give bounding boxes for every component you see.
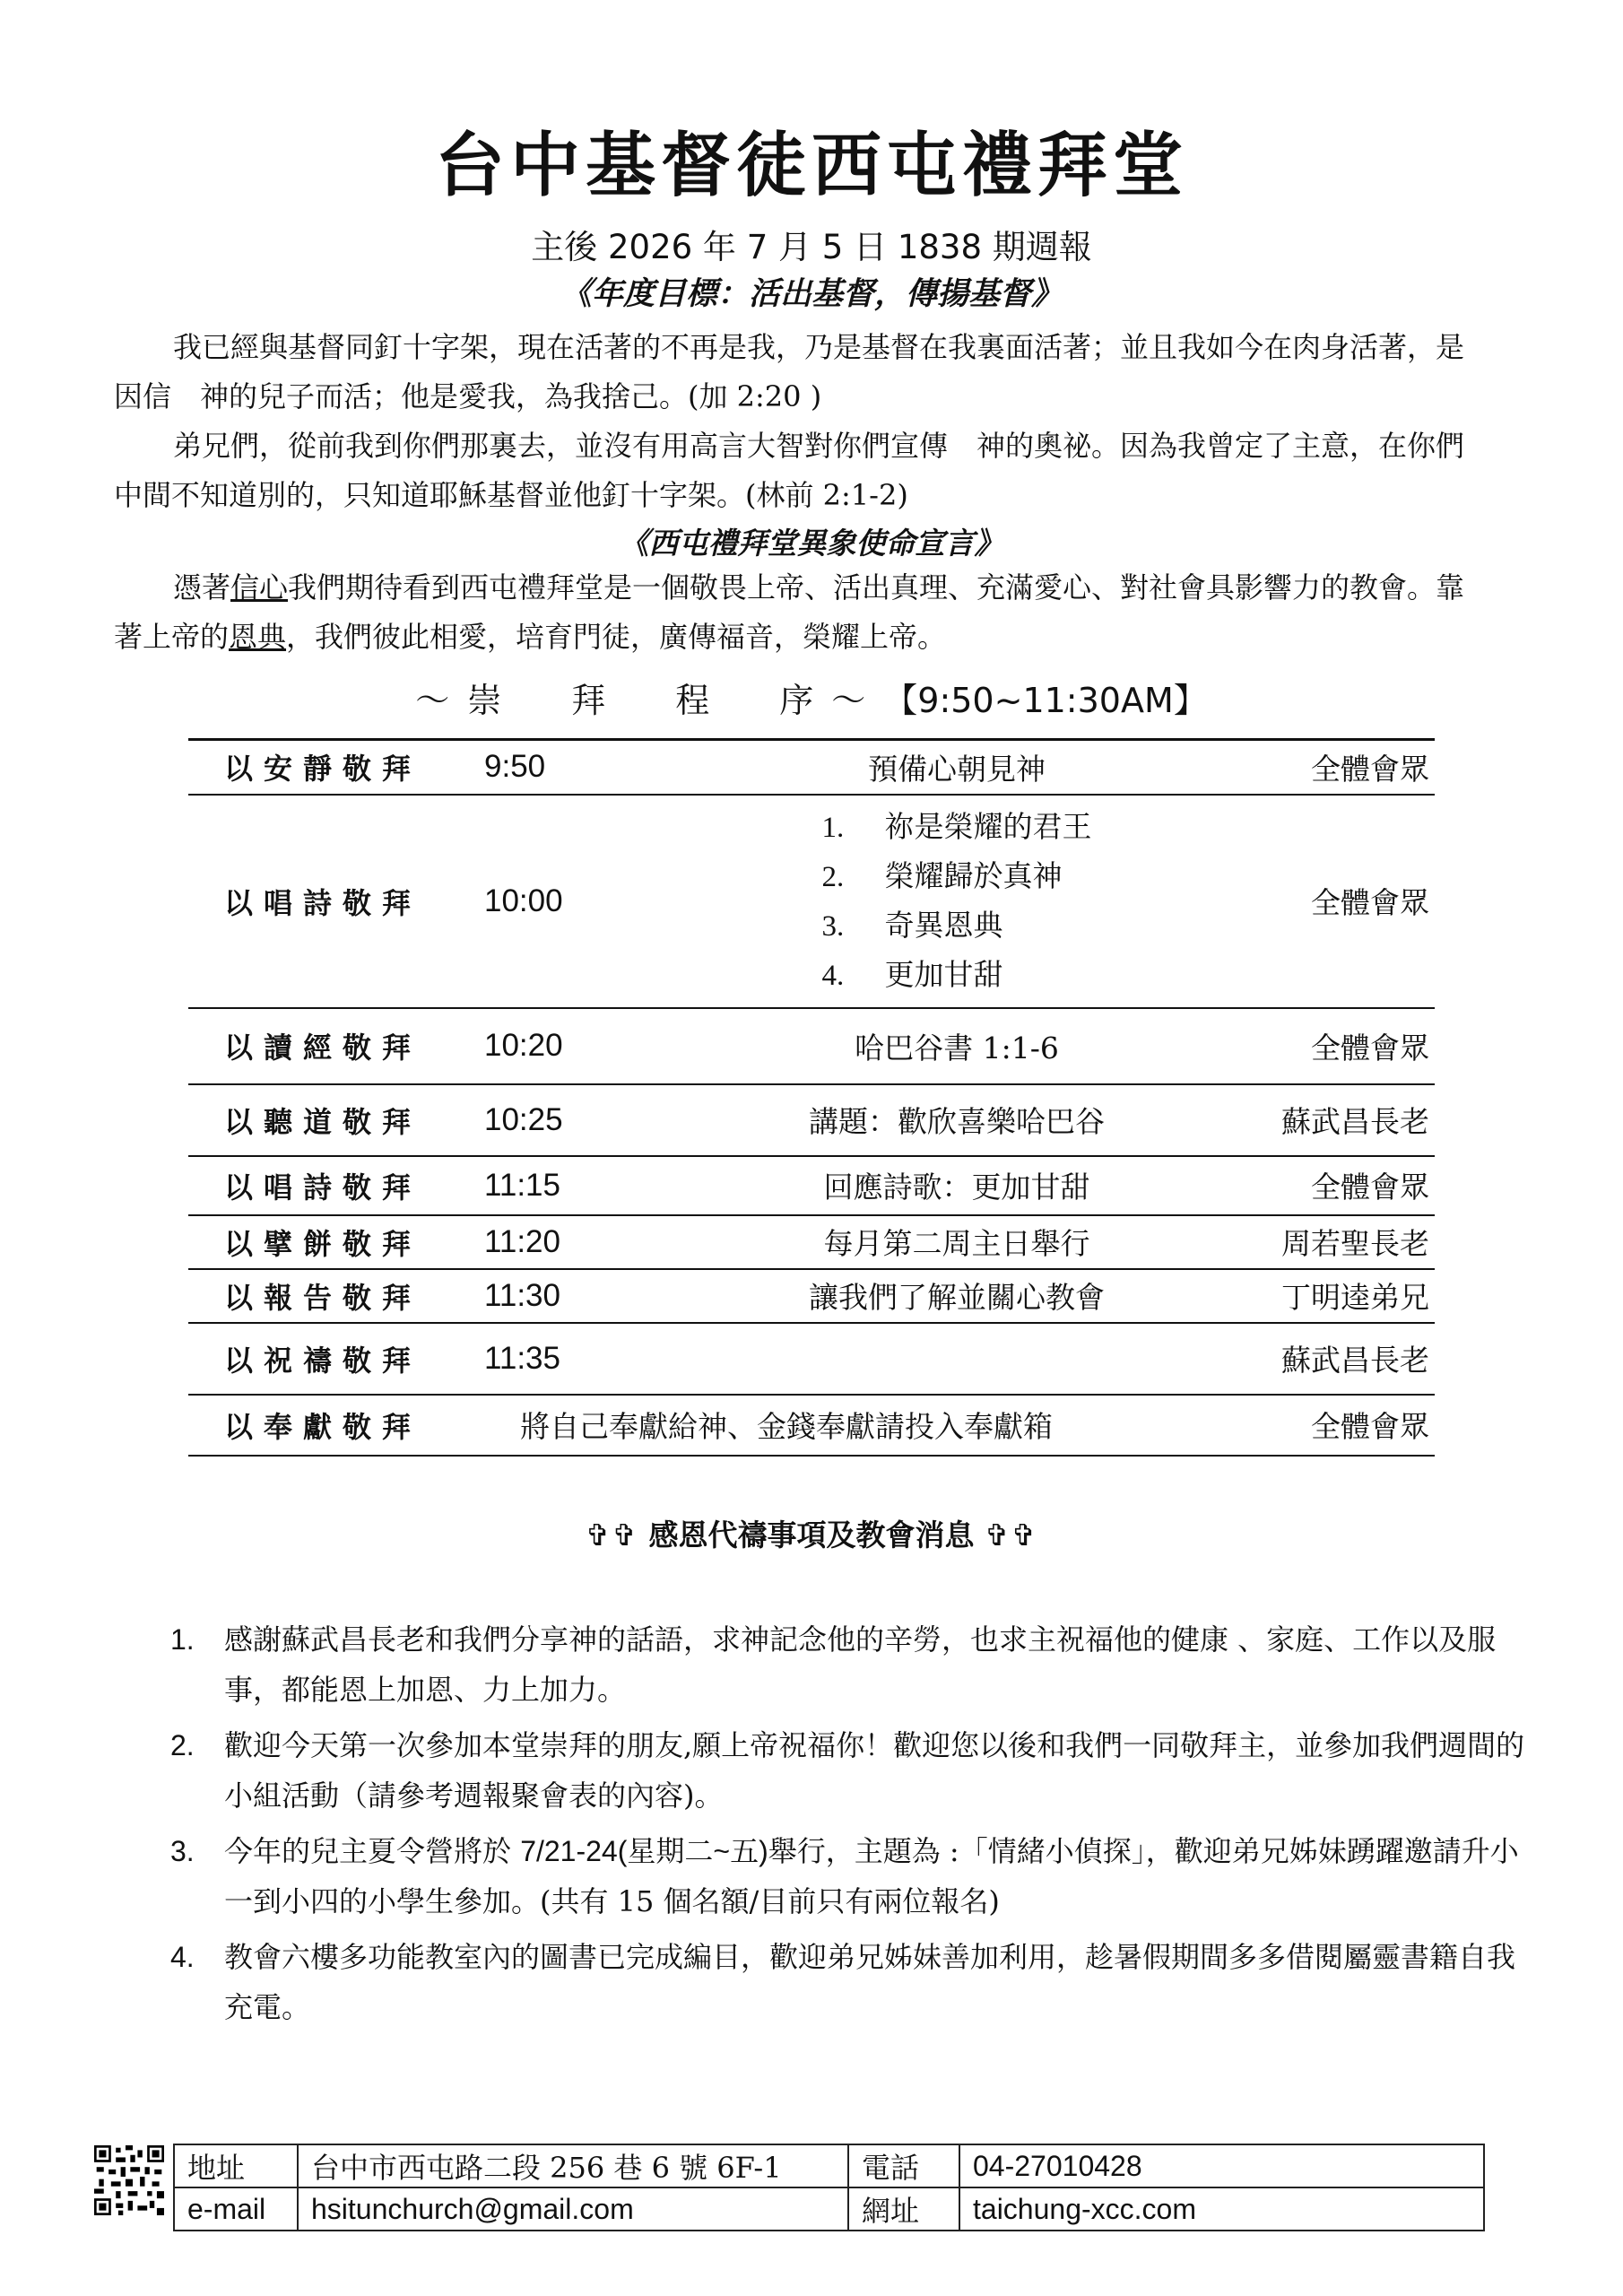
news-list <box>170 1614 1533 2032</box>
qr-code-icon[interactable] <box>94 2145 164 2215</box>
order-row: 以唱詩敬拜 11:15 回應詩歌：更加甘甜 全體會眾 <box>188 1156 1435 1215</box>
order-row: 以奉獻敬拜 將自己奉獻給神、金錢奉獻請投入奉獻箱 全體會眾 <box>188 1395 1435 1456</box>
order-row: 以報告敬拜 11:30 讓我們了解並關心教會 丁明逵弟兄 <box>188 1269 1435 1323</box>
order-row: 以讀經敬拜 10:20 哈巴谷書 1:1-6 全體會眾 <box>188 1008 1435 1084</box>
list-item: 3. 奇異恩典 <box>821 907 1003 943</box>
table-row: e-mail hsitunchurch@gmail.com 網址 taichung-xcc.com <box>174 2187 1484 2231</box>
website-link[interactable]: taichung-xcc.com <box>959 2187 1484 2231</box>
page-title: 台中基督徒西屯禮拜堂 <box>434 126 1188 206</box>
table-row: 地址 台中市西屯路二段 256 巷 6 號 6F-1 電話 04-27010428 <box>174 2144 1484 2187</box>
worship-order-title: ～崇 拜 程 序～【9:50~11:30AM】 <box>415 681 1208 720</box>
address-value: 台中市西屯路二段 256 巷 6 號 6F-1 <box>298 2144 848 2187</box>
scripture-corinthians: 弟兄們，從前我到你們那裏去，並沒有用高言大智對你們宣傳 神的奧祕。因為我曾定了主意，在你們中間不知道別的，只知道耶穌基督並他釘十字架。(林前 2:1-2) <box>114 429 1465 512</box>
list-item: 4. 更加甘甜 <box>821 956 1003 992</box>
grace-word: 恩典 <box>229 620 287 654</box>
list-item: 1. 祢是榮耀的君王 <box>821 808 1092 844</box>
order-row: 以安靜敬拜 9:50 預備心朝見神 全體會眾 <box>188 740 1435 795</box>
issue-line: 主後 2026 年 7 月 5 日 1838 期週報 <box>531 228 1092 266</box>
phone-value: 04-27010428 <box>959 2144 1484 2187</box>
worship-order-table <box>188 738 1435 1457</box>
news-section-title: ✞✞ 感恩代禱事項及教會消息 ✞✞ <box>585 1518 1038 1552</box>
email-link[interactable]: hsitunchurch@gmail.com <box>298 2187 848 2231</box>
cross-icon: ✞✞ <box>585 1518 638 1552</box>
cross-icon: ✞✞ <box>985 1518 1038 1552</box>
order-row: 以擘餅敬拜 11:20 每月第二周主日舉行 周若聖長老 <box>188 1215 1435 1269</box>
list-item: 3. 今年的兒主夏令營將於 7/21-24(星期二~五)舉行，主題為 :「情緒小偵探」，歡迎弟兄姊妹踴躍邀請升小一到小四的小學生參加。(共有 15 個名額/目前只有兩位報名) <box>170 1834 1519 1918</box>
list-item: 2. 歡迎今天第一次參加本堂崇拜的朋友,願上帝祝福你！歡迎您以後和我們一同敬拜主，並參加我們週間的小組活動（請參考週報聚會表的內容)。 <box>170 1728 1525 1813</box>
contact-table <box>173 2144 1485 2231</box>
order-row: 以聽道敬拜 10:25 講題：歡欣喜樂哈巴谷 蘇武昌長老 <box>188 1084 1435 1156</box>
vision-statement: 憑著信心我們期待看到西屯禮拜堂是一個敬畏上帝、活出真理、充滿愛心、對社會具影響力的教會。靠著上帝的恩典，我們彼此相愛，培育門徒，廣傳福音，榮耀上帝。 <box>114 570 1465 654</box>
order-row: 以祝禱敬拜 11:35 蘇武昌長老 <box>188 1323 1435 1395</box>
list-item: 1. 感謝蘇武昌長老和我們分享神的話語，求神記念他的辛勞，也求主祝福他的健康 、家庭、工作以及服事，都能恩上加恩、力上加力。 <box>170 1622 1497 1707</box>
scripture-galatians: 我已經與基督同釘十字架，現在活著的不再是我，乃是基督在我裏面活著；並且我如今在肉身活著，是因信 神的兒子而活；他是愛我，為我捨己。(加 2:20 ) <box>114 330 1465 413</box>
list-item: 2. 榮耀歸於真神 <box>821 857 1063 893</box>
list-item: 4. 教會六樓多功能教室內的圖書已完成編目，歡迎弟兄姊妹善加利用，趁暑假期間多多借閱屬靈書籍自我充電。 <box>170 1940 1516 2024</box>
annual-goal: 《年度目標：活出基督，傳揚基督》 <box>560 275 1063 312</box>
song-list <box>822 803 1092 1000</box>
faith-word: 信心 <box>230 570 289 604</box>
order-row: 以唱詩敬拜 10:00 1. 祢是榮耀的君王 2. 榮耀歸於真神 3. 奇異恩典 4. 更加甘甜 全體會眾 <box>188 795 1435 1008</box>
vision-title: 《西屯禮拜堂異象使命宣言》 <box>619 526 1004 561</box>
